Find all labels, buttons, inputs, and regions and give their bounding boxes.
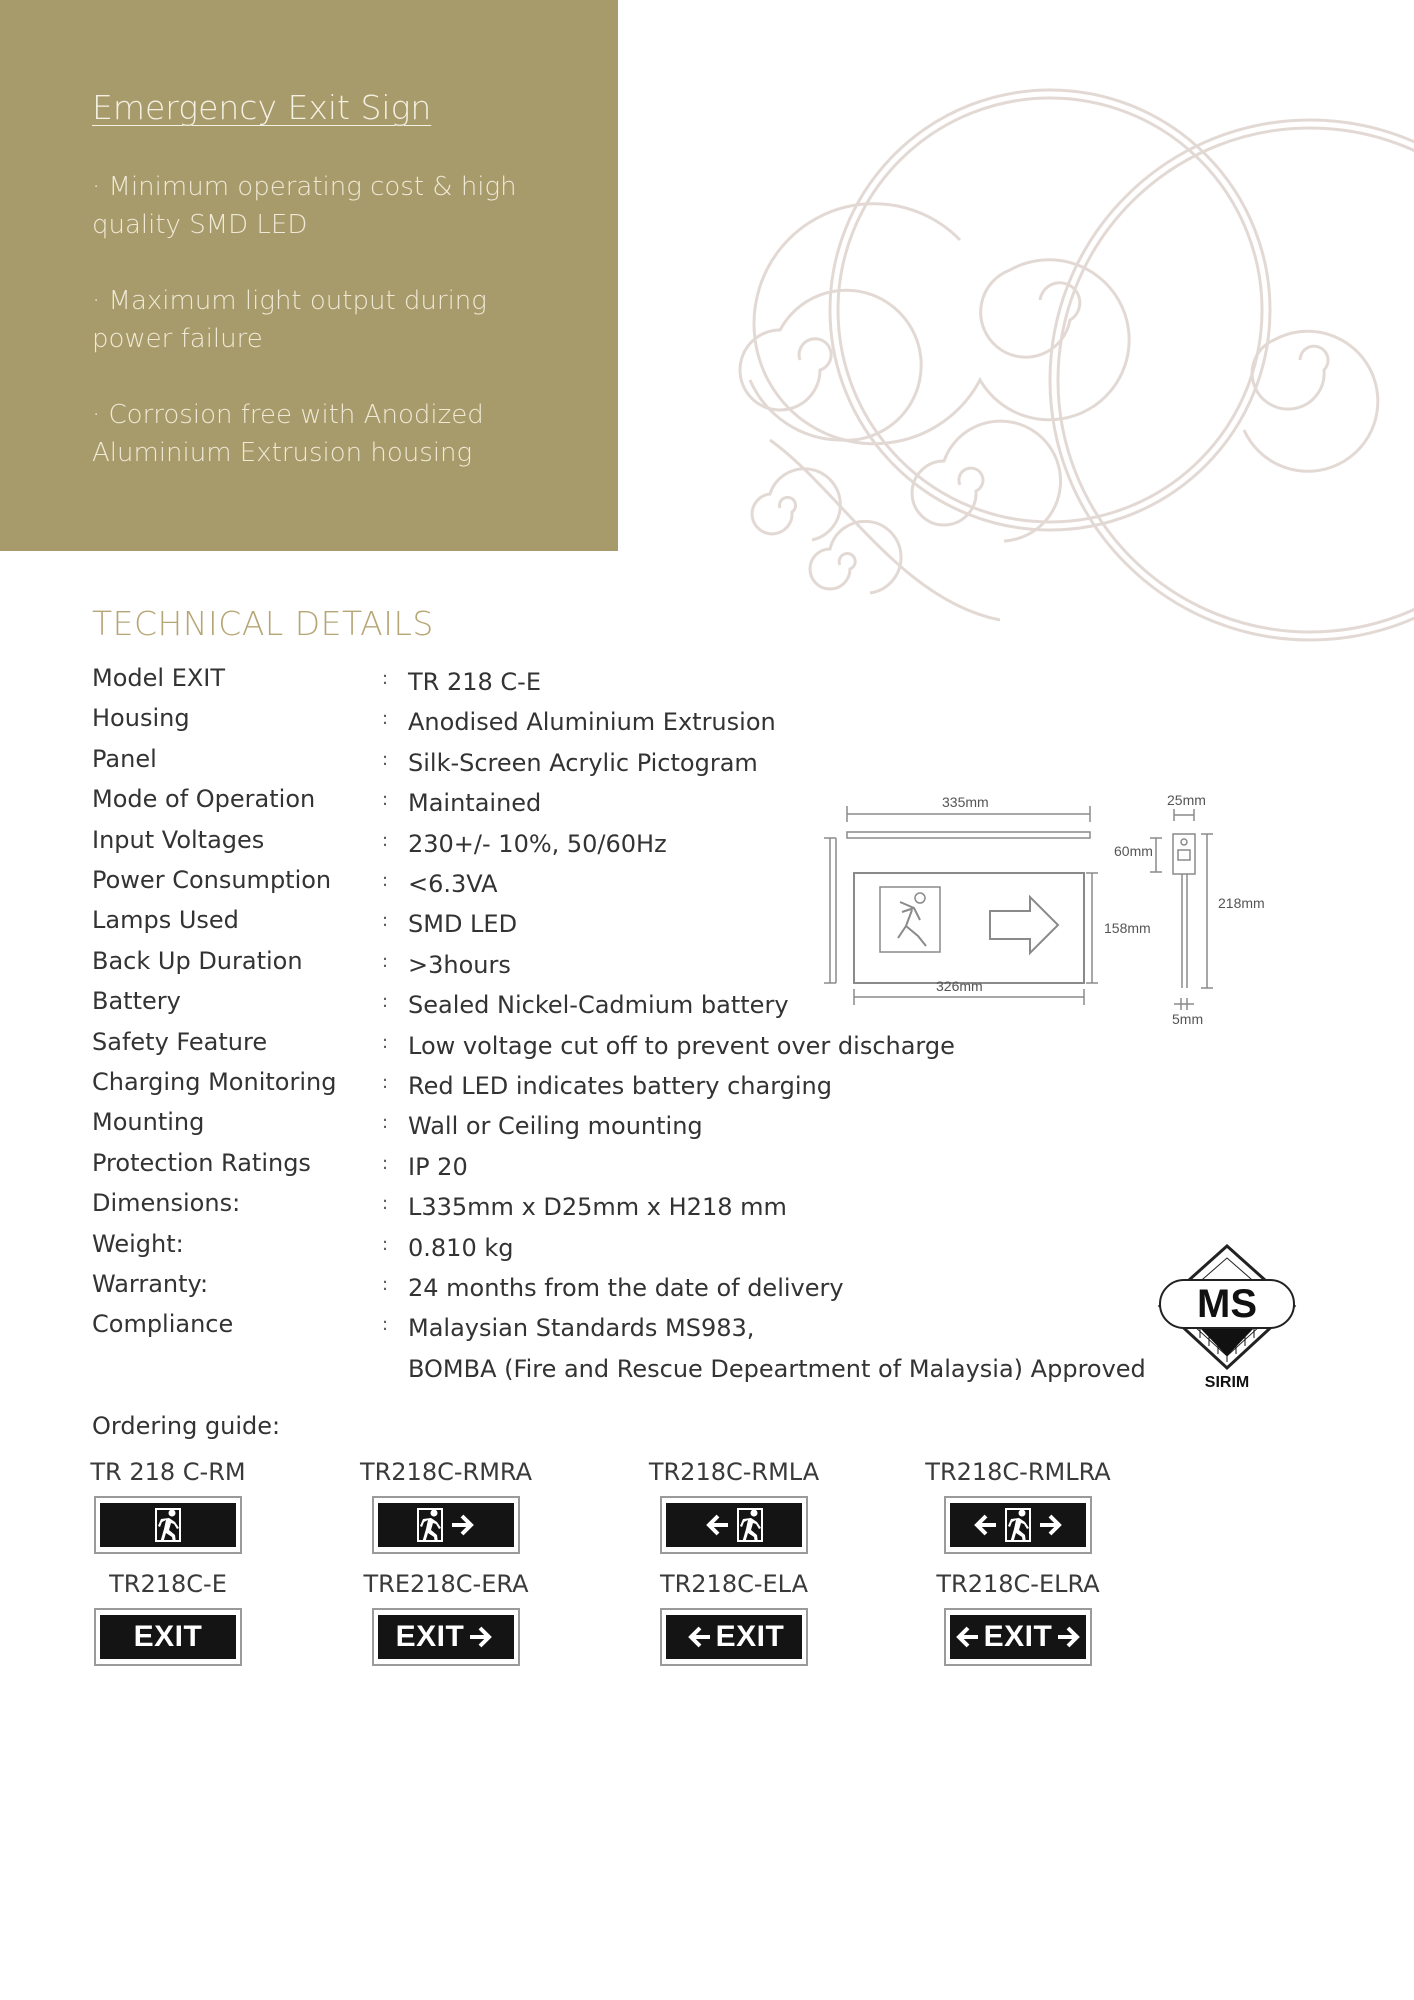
spec-label: Safety Feature — [92, 1027, 268, 1056]
spec-colon: : — [382, 910, 389, 932]
dim-inner-length: 326mm — [936, 978, 983, 994]
spec-value: Sealed Nickel-Cadmium battery — [408, 991, 789, 1020]
sign-panel — [944, 1496, 1092, 1554]
sign-panel — [660, 1496, 808, 1554]
spec-colon: : — [382, 1072, 389, 1093]
spec-label: Power Consumption — [92, 866, 332, 894]
sign-face — [378, 1615, 514, 1659]
spec-value: Wall or Ceiling mounting — [408, 1112, 703, 1141]
spec-value: Maintained — [408, 789, 542, 818]
feature-item: · Minimum operating cost & high quality SMD LED — [92, 172, 517, 240]
spec-value: <6.3VA — [408, 870, 498, 898]
sign-code: TR 218 C-RM — [90, 1458, 246, 1486]
spec-label: Housing — [92, 704, 190, 733]
running-man-icon — [417, 1508, 443, 1542]
sign-code: TR218C-E — [109, 1570, 227, 1598]
spec-colon: : — [382, 1152, 389, 1174]
spec-value: 24 months from the date of delivery — [408, 1274, 844, 1302]
ms-sirim-logo — [1156, 1244, 1298, 1394]
ordering-sign — [346, 1566, 546, 1666]
spec-label: Panel — [92, 744, 157, 773]
spec-label: Mode of Operation — [92, 785, 316, 814]
spec-colon: : — [382, 789, 389, 811]
decorative-swirls — [700, 60, 1414, 680]
sign-face — [666, 1503, 802, 1547]
sign-face — [950, 1503, 1086, 1547]
spec-colon: : — [382, 991, 389, 1013]
sign-face — [100, 1615, 236, 1659]
spec-label: Back Up Duration — [92, 946, 303, 975]
spec-value: IP 20 — [408, 1152, 468, 1181]
arrow-right-icon — [449, 1512, 475, 1538]
exit-label: EXIT — [983, 1620, 1053, 1653]
spec-colon: : — [382, 1031, 389, 1053]
dim-bracket: 60mm — [1114, 843, 1153, 859]
spec-value: TR 218 C-E — [408, 668, 541, 696]
ordering-sign — [68, 1566, 268, 1666]
spec-value: SMD LED — [408, 910, 518, 939]
spec-label: Mounting — [92, 1108, 205, 1137]
spec-label: Charging Monitoring — [92, 1068, 337, 1096]
exit-label: EXIT — [133, 1620, 203, 1653]
product-title: Emergency Exit Sign — [92, 88, 432, 127]
spec-value: Malaysian Standards MS983, — [408, 1314, 755, 1343]
section-title: TECHNICAL DETAILS — [92, 604, 434, 643]
dim-panel-height: 158mm — [1104, 920, 1151, 936]
arrow-left-icon — [973, 1512, 999, 1538]
spec-label: Weight: — [92, 1229, 184, 1258]
sign-face — [378, 1503, 514, 1547]
spec-value: Low voltage cut off to prevent over discharge — [408, 1031, 955, 1060]
feature-item: · Corrosion free with Anodized Aluminium Extrusion housing — [92, 400, 484, 468]
running-man-icon — [155, 1508, 181, 1542]
ordering-sign — [918, 1454, 1118, 1554]
arrow-right-icon — [467, 1624, 493, 1650]
sign-code: TR218C-RMLRA — [925, 1458, 1111, 1486]
spec-colon: : — [382, 1193, 389, 1215]
arrow-left-icon — [687, 1624, 713, 1650]
sign-panel — [944, 1608, 1092, 1666]
sign-panel — [372, 1496, 520, 1554]
sign-panel — [372, 1608, 520, 1666]
spec-colon: : — [382, 668, 389, 689]
exit-label: EXIT — [715, 1620, 785, 1653]
spec-value: Silk-Screen Acrylic Pictogram — [408, 748, 758, 777]
ordering-sign — [346, 1454, 546, 1554]
spec-label: Lamps Used — [92, 906, 239, 935]
sign-code: TRE218C-ERA — [363, 1570, 529, 1598]
compliance-line2: BOMBA (Fire and Rescue Depeartment of Malaysia) Approved — [408, 1354, 1146, 1383]
feature-item: · Maximum light output during power failure — [92, 286, 487, 354]
sign-code: TR218C-RMLA — [648, 1458, 820, 1486]
spec-label: Compliance — [92, 1310, 234, 1339]
spec-label: Warranty: — [92, 1270, 209, 1298]
exit-label: EXIT — [395, 1620, 465, 1653]
spec-value: Anodised Aluminium Extrusion — [408, 708, 776, 737]
sign-panel — [660, 1608, 808, 1666]
ordering-sign — [634, 1566, 834, 1666]
dim-length: 335mm — [942, 794, 989, 810]
spec-value: 0.810 kg — [408, 1233, 514, 1262]
running-man-icon — [737, 1508, 763, 1542]
dim-depth: 25mm — [1167, 792, 1206, 808]
sign-code: TR218C-ELA — [659, 1570, 809, 1598]
sirim-mark: SIRIM — [1204, 1374, 1250, 1391]
spec-label: Input Voltages — [92, 825, 265, 854]
spec-colon: : — [382, 829, 389, 851]
spec-label: Protection Ratings — [92, 1148, 311, 1177]
spec-colon: : — [382, 950, 389, 972]
arrow-right-icon — [1055, 1624, 1081, 1650]
arrow-right-icon — [1037, 1512, 1063, 1538]
spec-label: Battery — [92, 987, 181, 1016]
spec-value: 230+/- 10%, 50/60Hz — [408, 829, 667, 858]
ordering-sign — [68, 1454, 268, 1554]
hero-panel — [0, 0, 618, 551]
sign-code: TR218C-RMRA — [359, 1458, 533, 1486]
spec-value: >3hours — [408, 950, 511, 979]
dim-thickness: 5mm — [1172, 1011, 1204, 1027]
spec-label: Model EXIT — [92, 664, 226, 692]
ordering-sign — [918, 1566, 1118, 1666]
spec-value: Red LED indicates battery charging — [408, 1072, 832, 1100]
sign-face — [666, 1615, 802, 1659]
ordering-sign — [634, 1454, 834, 1554]
arrow-left-icon — [955, 1624, 981, 1650]
spec-colon: : — [382, 1112, 389, 1134]
dimension-diagram — [812, 790, 1312, 1030]
running-man-icon — [1005, 1508, 1031, 1542]
sign-face — [100, 1503, 236, 1547]
sign-face — [950, 1615, 1086, 1659]
sign-code: TR218C-ELRA — [936, 1570, 1100, 1598]
spec-label: Dimensions: — [92, 1189, 241, 1218]
spec-colon: : — [382, 1233, 389, 1255]
sign-panel — [94, 1496, 242, 1554]
spec-colon: : — [382, 870, 389, 891]
ms-mark: MS — [1197, 1282, 1257, 1326]
ordering-guide-title: Ordering guide: — [92, 1412, 281, 1440]
spec-colon: : — [382, 708, 389, 730]
spec-colon: : — [382, 1274, 389, 1295]
spec-colon: : — [382, 748, 389, 770]
dim-total-height: 218mm — [1218, 895, 1265, 911]
spec-colon: : — [382, 1314, 389, 1336]
arrow-left-icon — [705, 1512, 731, 1538]
spec-value: L335mm x D25mm x H218 mm — [408, 1193, 787, 1222]
feature-list — [92, 168, 562, 510]
sign-panel — [94, 1608, 242, 1666]
